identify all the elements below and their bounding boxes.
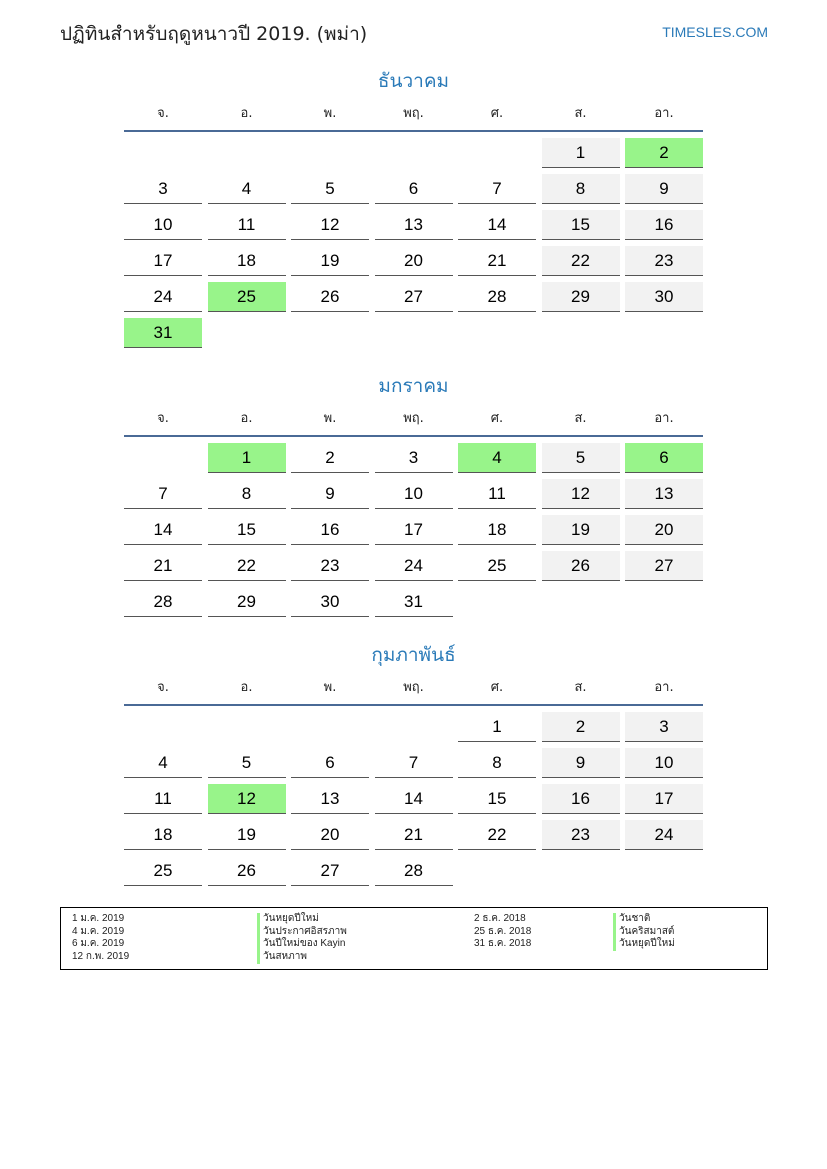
legend-right-names [613, 913, 675, 951]
day-cell: 22 [542, 246, 620, 276]
day-cell: 13 [291, 784, 369, 814]
day-cell: 3 [124, 174, 202, 204]
weekday-label: อา. [654, 411, 674, 426]
weekday-label: จ. [157, 106, 169, 121]
day-cell: 18 [458, 515, 536, 545]
day-cell: 5 [542, 443, 620, 473]
day-cell: 24 [124, 282, 202, 312]
day-cell: 6 [375, 174, 453, 204]
day-cell: 27 [625, 551, 703, 581]
day-cell: 20 [625, 515, 703, 545]
day-cell: 2 [291, 443, 369, 473]
day-cell: 21 [375, 820, 453, 850]
legend-holiday-name: วันคริสมาสต์ [613, 926, 675, 939]
day-cell: 9 [291, 479, 369, 509]
month-title: มกราคม [378, 375, 449, 397]
day-cell: 21 [124, 551, 202, 581]
day-cell: 1 [542, 138, 620, 168]
day-cell: 25 [124, 856, 202, 886]
holiday-day-cell: 4 [458, 443, 536, 473]
day-cell: 10 [124, 210, 202, 240]
day-cell: 16 [625, 210, 703, 240]
header-rule [124, 704, 703, 706]
day-cell: 30 [291, 587, 369, 617]
day-cell: 4 [208, 174, 286, 204]
legend-date: 6 ม.ค. 2019 [72, 938, 125, 950]
header-rule [124, 435, 703, 437]
day-cell: 8 [542, 174, 620, 204]
day-cell: 26 [291, 282, 369, 312]
day-cell: 16 [542, 784, 620, 814]
day-cell: 24 [625, 820, 703, 850]
day-cell: 5 [208, 748, 286, 778]
legend-holiday-name: วันปีใหม่ของ Kayin [257, 938, 347, 951]
weekday-label: จ. [157, 680, 169, 695]
weekday-label: ส. [574, 411, 587, 426]
legend-holiday-name: วันหยุดปีใหม่ [257, 913, 347, 926]
weekday-label: อา. [654, 680, 674, 695]
month-january [124, 371, 703, 611]
month-title: ธันวาคม [377, 70, 450, 92]
weekday-header [124, 401, 703, 437]
weekday-label: ส. [574, 680, 587, 695]
site-link[interactable]: TIMESLES.COM [662, 24, 768, 40]
day-cell: 21 [458, 246, 536, 276]
day-cell: 27 [375, 282, 453, 312]
header-rule [124, 130, 703, 132]
page-title: ปฏิทินสำหรับฤดูหนาวปี 2019. (พม่า) [60, 23, 368, 45]
day-cell: 13 [625, 479, 703, 509]
day-cell: 19 [542, 515, 620, 545]
weekday-header [124, 670, 703, 706]
day-cell: 20 [375, 246, 453, 276]
day-cell: 24 [375, 551, 453, 581]
weekday-label: อ. [240, 411, 253, 426]
day-cell: 11 [458, 479, 536, 509]
day-cell: 23 [542, 820, 620, 850]
holiday-day-cell: 31 [124, 318, 202, 348]
legend-date: 1 ม.ค. 2019 [72, 913, 125, 924]
weekday-label: พฤ. [403, 680, 424, 695]
holiday-legend [60, 907, 768, 970]
legend-left-dates [72, 913, 129, 964]
day-cell: 15 [208, 515, 286, 545]
day-cell: 10 [375, 479, 453, 509]
legend-date: 4 ม.ค. 2019 [72, 925, 125, 937]
weekday-header [124, 96, 703, 132]
day-cell: 15 [542, 210, 620, 240]
weekday-label: พฤ. [403, 106, 424, 121]
weekday-label: ศ. [490, 680, 504, 695]
day-cell: 17 [124, 246, 202, 276]
day-cell: 8 [458, 748, 536, 778]
day-cell: 14 [124, 515, 202, 545]
weekday-label: ศ. [490, 411, 504, 426]
day-cell: 11 [208, 210, 286, 240]
weekday-label: ส. [574, 106, 587, 121]
weekday-label: อ. [240, 106, 253, 121]
day-cell: 12 [542, 479, 620, 509]
day-cell: 26 [208, 856, 286, 886]
weekday-label: พ. [323, 106, 337, 121]
day-cell: 2 [542, 712, 620, 742]
legend-date: 2 ธ.ค. 2018 [474, 913, 526, 924]
day-cell: 31 [375, 587, 453, 617]
day-cell: 30 [625, 282, 703, 312]
day-cell: 10 [625, 748, 703, 778]
legend-left-names [257, 913, 347, 964]
day-cell: 27 [291, 856, 369, 886]
weekday-label: ศ. [490, 106, 504, 121]
legend-holiday-name: วันหยุดปีใหม่ [613, 938, 675, 951]
day-cell: 7 [458, 174, 536, 204]
month-title: กุมภาพันธ์ [371, 644, 456, 666]
day-cell: 3 [625, 712, 703, 742]
holiday-day-cell: 6 [625, 443, 703, 473]
day-cell: 8 [208, 479, 286, 509]
legend-date: 12 ก.พ. 2019 [72, 951, 130, 963]
day-cell: 7 [124, 479, 202, 509]
day-cell: 22 [208, 551, 286, 581]
legend-holiday-name: วันสหภาพ [257, 951, 347, 964]
day-cell: 16 [291, 515, 369, 545]
day-cell: 12 [291, 210, 369, 240]
day-cell: 18 [124, 820, 202, 850]
day-cell: 19 [291, 246, 369, 276]
day-cell: 28 [124, 587, 202, 617]
day-cell: 11 [124, 784, 202, 814]
month-february [124, 640, 703, 880]
day-cell: 29 [542, 282, 620, 312]
holiday-day-cell: 12 [208, 784, 286, 814]
day-cell: 15 [458, 784, 536, 814]
weekday-label: อ. [240, 680, 253, 695]
holiday-day-cell: 25 [208, 282, 286, 312]
holiday-day-cell: 2 [625, 138, 703, 168]
day-cell: 5 [291, 174, 369, 204]
day-cell: 18 [208, 246, 286, 276]
legend-holiday-name: วันประกาศอิสรภาพ [257, 926, 347, 939]
weekday-label: อา. [654, 106, 674, 121]
day-cell: 14 [458, 210, 536, 240]
day-cell: 9 [625, 174, 703, 204]
day-cell: 17 [625, 784, 703, 814]
day-cell: 29 [208, 587, 286, 617]
day-cell: 13 [375, 210, 453, 240]
legend-holiday-name: วันชาติ [613, 913, 675, 926]
day-cell: 28 [375, 856, 453, 886]
day-cell: 28 [458, 282, 536, 312]
day-cell: 26 [542, 551, 620, 581]
month-december [124, 66, 703, 342]
day-cell: 4 [124, 748, 202, 778]
day-cell: 3 [375, 443, 453, 473]
day-cell: 23 [291, 551, 369, 581]
weekday-label: จ. [157, 411, 169, 426]
day-cell: 6 [291, 748, 369, 778]
day-cell: 17 [375, 515, 453, 545]
weekday-label: พฤ. [403, 411, 424, 426]
legend-right-dates [474, 913, 531, 951]
day-cell: 20 [291, 820, 369, 850]
day-cell: 1 [458, 712, 536, 742]
day-cell: 14 [375, 784, 453, 814]
legend-date: 25 ธ.ค. 2018 [474, 925, 532, 937]
day-cell: 23 [625, 246, 703, 276]
day-cell: 7 [375, 748, 453, 778]
day-cell: 25 [458, 551, 536, 581]
holiday-day-cell: 1 [208, 443, 286, 473]
day-cell: 19 [208, 820, 286, 850]
weekday-label: พ. [323, 680, 337, 695]
weekday-label: พ. [323, 411, 337, 426]
legend-date: 31 ธ.ค. 2018 [474, 938, 532, 950]
day-cell: 9 [542, 748, 620, 778]
day-cell: 22 [458, 820, 536, 850]
